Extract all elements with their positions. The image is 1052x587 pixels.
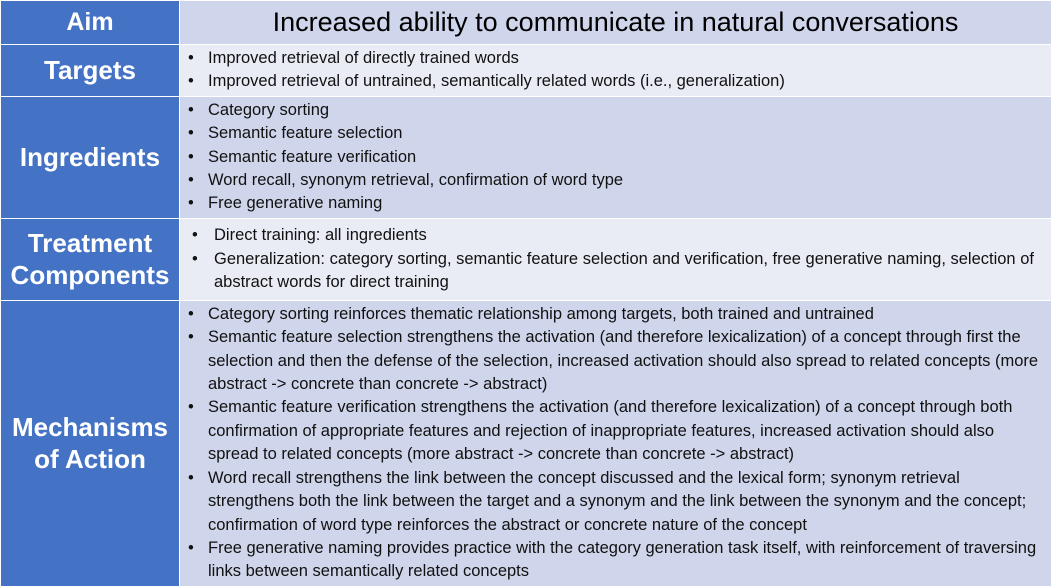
list-item (188, 146, 1045, 169)
bullet-icon: • (188, 538, 194, 557)
treatment-components-cell (180, 218, 1052, 300)
bullet-icon: • (188, 328, 194, 347)
targets-cell (180, 45, 1052, 97)
list-item-text: Semantic feature selection strengthens the activation (and therefore lexicalization) of a concept through first the selection and then the defense of the selection, increased activation should also spread to related concepts (more abstract -> concrete than concrete -> abstract) (208, 328, 1039, 394)
list-item-text: Free generative naming (208, 194, 383, 213)
targets-header: Targets (1, 45, 180, 97)
list-item-text: Category sorting reinforces thematic relationship among targets, both trained and untrained (208, 304, 874, 323)
aim-row (1, 1, 1052, 45)
bullet-icon: • (192, 226, 198, 245)
mechanisms-row (1, 300, 1052, 586)
bullet-icon: • (188, 124, 194, 143)
aim-header: Aim (1, 1, 180, 45)
treatment-components-list (180, 222, 1051, 296)
list-item-text: Semantic feature verification strengthens the activation (and therefore lexicalization) of a concept through both confirmation of appropriate features and rejection of inappropriate features, increased activation should also spread to related concepts (more abstract -> concrete than concrete -> abstract) (208, 398, 1013, 464)
targets-row (1, 45, 1052, 97)
targets-list (180, 45, 1051, 96)
bullet-icon: • (188, 100, 194, 119)
ingredients-row (1, 96, 1052, 218)
list-item-text: Free generative naming provides practice with the category generation task itself, with reinforcement of traversing links between semantically related concepts (208, 538, 1037, 581)
list-item (188, 47, 1045, 70)
list-item-text: Direct training: all ingredients (214, 226, 427, 245)
bullet-icon: • (188, 194, 194, 213)
list-item (188, 467, 1045, 537)
list-item-text: Semantic feature verification (208, 147, 417, 166)
list-item-text: Generalization: category sorting, semantic feature selection and verification, free generative naming, selection of abstract words for direct training (214, 249, 1034, 292)
bullet-icon: • (188, 468, 194, 487)
list-item-text: Word recall strengthens the link between the concept discussed and the lexical form; synonym retrieval strengthens both the link between the target and a synonym and the link between the synonym and the concept; confirmation of word type reinforces the abstract or concrete nature of the concept (208, 468, 1027, 534)
list-item (188, 537, 1045, 584)
list-item (192, 248, 1045, 295)
list-item (188, 70, 1045, 93)
treatment-components-row (1, 218, 1052, 300)
mechanisms-cell (180, 300, 1052, 586)
ingredients-cell (180, 96, 1052, 218)
bullet-icon: • (188, 171, 194, 190)
list-item (188, 396, 1045, 466)
list-item-text: Semantic feature selection (208, 124, 403, 143)
treatment-components-header-line1: Treatment (27, 227, 153, 258)
bullet-icon: • (192, 249, 198, 268)
mechanisms-list (180, 301, 1051, 586)
treatment-components-header (1, 218, 180, 300)
ingredients-header: Ingredients (1, 96, 180, 218)
list-item (192, 224, 1045, 247)
mechanisms-header-line2: of Action (34, 444, 146, 475)
list-item-text: Word recall, synonym retrieval, confirmation of word type (208, 171, 624, 190)
ingredients-list (180, 97, 1051, 218)
list-item-text: Category sorting (208, 100, 330, 119)
bullet-icon: • (188, 304, 194, 323)
bullet-icon: • (188, 147, 194, 166)
list-item-text: Improved retrieval of untrained, semantically related words (i.e., generalization) (208, 72, 785, 91)
list-item (188, 122, 1045, 145)
list-item (188, 169, 1045, 192)
list-item (188, 192, 1045, 215)
list-item-text: Improved retrieval of directly trained words (208, 49, 519, 67)
aim-text: Increased ability to communicate in natural conversations (180, 1, 1052, 45)
bullet-icon: • (188, 72, 194, 91)
mechanisms-header (1, 300, 180, 586)
list-item (188, 99, 1045, 122)
mechanisms-header-line1: Mechanisms (11, 411, 169, 442)
list-item (188, 303, 1045, 326)
bullet-icon: • (188, 398, 194, 417)
list-item (188, 326, 1045, 396)
bullet-icon: • (188, 49, 194, 67)
treatment-components-header-line2: Components (10, 260, 170, 291)
